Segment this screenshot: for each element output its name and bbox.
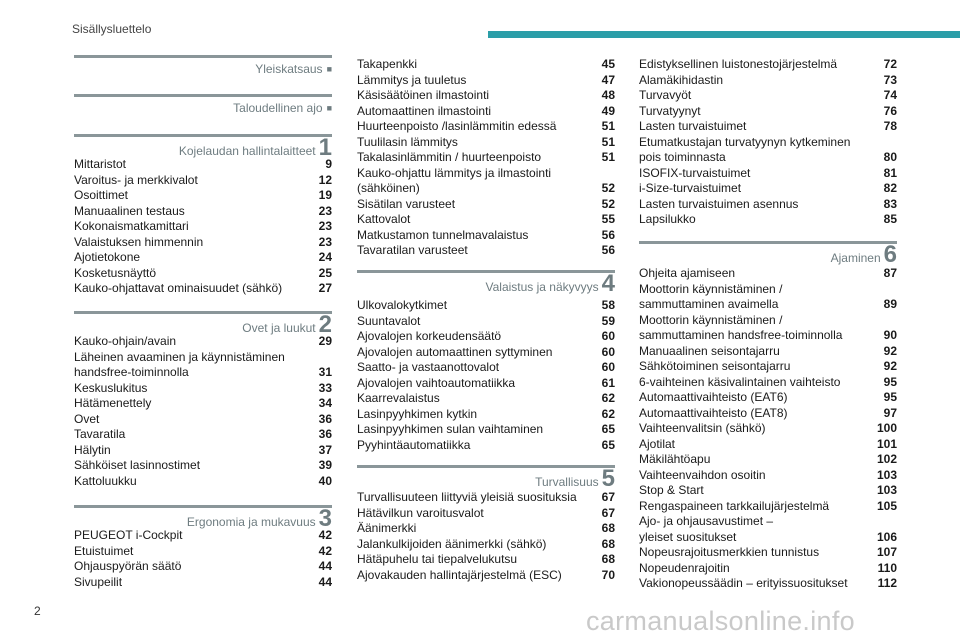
toc-entry-page: 44 <box>318 559 332 573</box>
toc-entry-title: Hätävilkun varoitusvalot <box>357 505 484 520</box>
toc-entry-title: Alamäkihidastin <box>639 72 724 87</box>
toc-entry-page: 110 <box>877 560 897 575</box>
toc-entry[interactable] <box>357 568 615 584</box>
toc-entry-title: Automaattivaihteisto (EAT6) <box>639 390 788 404</box>
section-marker: ■ <box>326 103 332 113</box>
toc-entry[interactable] <box>639 181 897 197</box>
toc-entry-page: 103 <box>876 483 897 497</box>
toc-entry-title: Huurteenpoisto /lasinlämmitin edessä <box>357 119 557 133</box>
toc-entry-page: 25 <box>318 265 332 280</box>
toc-entry-title: Äänimerkki <box>357 521 417 535</box>
toc-entry[interactable] <box>357 407 615 423</box>
toc-entry-page: 65 <box>601 437 615 452</box>
toc-entry[interactable] <box>357 181 615 197</box>
section-heading-5[interactable] <box>357 465 615 492</box>
toc-entry[interactable] <box>639 313 897 329</box>
toc-entry[interactable] <box>639 576 897 592</box>
toc-entry[interactable] <box>639 406 897 422</box>
section-marker: ■ <box>326 64 332 74</box>
toc-entry-title: Manuaalinen testaus <box>74 203 185 218</box>
toc-entry-page: 19 <box>318 188 332 202</box>
toc-entry[interactable] <box>639 297 897 313</box>
toc-entry-title: Käsisäätöinen ilmastointi <box>357 88 490 102</box>
section-number: 4 <box>601 270 615 297</box>
toc-entry-title: Edistyksellinen luistonestojärjestelmä <box>639 57 838 71</box>
toc-entry-title: Takalasinlämmitin / huurteenpoisto <box>357 150 542 164</box>
toc-entries <box>357 490 615 583</box>
toc-entry[interactable] <box>639 468 897 484</box>
toc-entries <box>639 57 897 228</box>
section-heading-2[interactable] <box>74 311 332 338</box>
section-number: 3 <box>318 505 332 532</box>
toc-entry-title: Ajovalojen vaihtoautomatiikka <box>357 375 516 390</box>
toc-entry-page: 49 <box>601 103 615 118</box>
toc-entry[interactable] <box>74 396 332 412</box>
toc-entry-title: Hälytin <box>74 442 111 457</box>
toc-entry[interactable] <box>639 530 897 546</box>
toc-entry-title: Kattoluukku <box>74 473 137 488</box>
toc-entries <box>357 298 615 453</box>
header-accent-bar <box>488 31 960 38</box>
toc-entry[interactable] <box>74 365 332 381</box>
toc-entry-title: Lapsilukko <box>639 212 696 226</box>
toc-entry-title: Ohjeita ajamiseen <box>639 266 736 280</box>
toc-entry[interactable] <box>639 328 897 344</box>
toc-entry-title: Tavaratila <box>74 427 126 441</box>
toc-entry[interactable] <box>74 528 332 544</box>
toc-entry[interactable] <box>74 575 332 591</box>
toc-entry-title: Pyyhintäautomatiikka <box>357 437 471 452</box>
toc-entry-title: pois toiminnasta <box>639 150 726 164</box>
toc-entry-page: 23 <box>318 234 332 249</box>
toc-entry-page: 103 <box>876 467 897 482</box>
toc-entry[interactable] <box>357 57 615 73</box>
toc-entry-page: 67 <box>601 505 615 520</box>
toc-entry[interactable] <box>74 219 332 235</box>
toc-entry-title: Hätämenettely <box>74 396 152 410</box>
toc-entry[interactable] <box>357 88 615 104</box>
toc-entry-page: 39 <box>318 458 332 472</box>
toc-entry-page: 60 <box>601 360 615 374</box>
toc-entry-title: Mäkilähtöapu <box>639 452 711 466</box>
toc-entry[interactable] <box>639 452 897 468</box>
toc-entry[interactable] <box>357 73 615 89</box>
toc-entry-title: Ajotilat <box>639 436 676 451</box>
toc-entry-title: Kosketusnäyttö <box>74 265 157 280</box>
toc-entry-title: Valaistuksen himmennin <box>74 234 204 249</box>
toc-entry-page: 68 <box>601 521 615 535</box>
toc-entry-page: 90 <box>883 328 897 342</box>
toc-entry-title: Ulkovalokytkimet <box>357 298 448 312</box>
toc-entry-title: Lasinpyyhkimen kytkin <box>357 406 478 421</box>
section-title: Yleiskatsaus <box>255 62 323 76</box>
toc-entry-page: 58 <box>601 298 615 312</box>
toc-entry-title: Rengaspaineen tarkkailujärjestelmä <box>639 498 830 513</box>
toc-entry[interactable] <box>357 243 615 259</box>
section-heading-1[interactable] <box>74 134 332 161</box>
toc-entry[interactable] <box>357 376 615 392</box>
toc-entry-page: 76 <box>883 103 897 118</box>
toc-entry-title: Moottorin käynnistäminen / <box>639 312 783 327</box>
toc-entry-page: 92 <box>883 343 897 358</box>
toc-entry-page: 42 <box>318 543 332 558</box>
toc-entry-title: Sivupeilit <box>74 574 123 589</box>
section-number: 5 <box>601 465 615 492</box>
toc-entry-page: 52 <box>601 181 615 195</box>
toc-entry[interactable] <box>639 57 897 73</box>
toc-entry-page: 100 <box>876 421 897 435</box>
toc-entry-page: 89 <box>883 297 897 311</box>
toc-entry-page: 27 <box>318 281 332 295</box>
toc-entry[interactable] <box>357 212 615 228</box>
toc-entry[interactable] <box>639 197 897 213</box>
toc-entry[interactable] <box>639 104 897 120</box>
section-number: 1 <box>318 134 332 161</box>
toc-entries <box>74 157 332 297</box>
toc-entry[interactable] <box>357 104 615 120</box>
toc-entry-title: Manuaalinen seisontajarru <box>639 343 780 358</box>
toc-entry-title: Suuntavalot <box>357 313 421 328</box>
section-title: Turvallisuus <box>535 475 599 489</box>
toc-entry-page: 62 <box>601 406 615 421</box>
toc-entry-title: Tavaratilan varusteet <box>357 243 468 257</box>
toc-entry-page: 23 <box>318 219 332 233</box>
toc-entry[interactable] <box>357 360 615 376</box>
toc-entry-page: 31 <box>318 365 332 379</box>
toc-entry-page: 67 <box>601 490 615 504</box>
toc-entry[interactable] <box>74 334 332 350</box>
toc-entry[interactable] <box>639 88 897 104</box>
toc-entry[interactable] <box>639 344 897 360</box>
toc-entry-title: Kauko-ohjain/avain <box>74 334 177 348</box>
section-number: 2 <box>318 311 332 338</box>
section-title: Ajaminen <box>830 251 881 265</box>
toc-entry[interactable] <box>357 490 615 506</box>
toc-entry[interactable] <box>357 438 615 454</box>
toc-entry-page: 101 <box>876 436 897 451</box>
toc-entry-page: 33 <box>318 380 332 395</box>
toc-entry-page: 51 <box>601 134 615 149</box>
section-number: 6 <box>883 241 897 268</box>
toc-entry-title: Takapenkki <box>357 57 418 71</box>
toc-entry[interactable] <box>357 314 615 330</box>
toc-entry-title: Kokonaismatkamittari <box>74 219 189 233</box>
toc-entry-title: Lasten turvaistuimen asennus <box>639 196 799 211</box>
toc-entry-title: Ajovakauden hallintajärjestelmä (ESC) <box>357 567 562 582</box>
toc-entry[interactable] <box>357 298 615 314</box>
toc-entry-page: 65 <box>601 422 615 436</box>
toc-entry[interactable] <box>639 499 897 515</box>
toc-entry[interactable] <box>357 345 615 361</box>
toc-entry[interactable] <box>74 381 332 397</box>
toc-entry[interactable] <box>357 228 615 244</box>
toc-entry-title: Vaihteenvaihdon osoitin <box>639 467 766 482</box>
toc-entry-page: 52 <box>601 196 615 211</box>
toc-entry-title: Sähkötoiminen seisontajarru <box>639 359 791 373</box>
toc-entry[interactable] <box>639 135 897 151</box>
toc-entry-title: Keskuslukitus <box>74 380 148 395</box>
toc-entry-title: Lasten turvaistuimet <box>639 119 747 133</box>
toc-entry[interactable] <box>357 391 615 407</box>
toc-entry-title: i-Size-turvaistuimet <box>639 181 742 195</box>
toc-entry-page: 36 <box>318 427 332 441</box>
toc-entry-title: Automaattinen ilmastointi <box>357 103 492 118</box>
toc-entry-page: 68 <box>601 536 615 551</box>
toc-entry[interactable] <box>639 437 897 453</box>
toc-entry-page: 102 <box>876 452 897 466</box>
toc-entry-page: 12 <box>318 172 332 187</box>
section-title: Taloudellinen ajo <box>233 101 323 115</box>
toc-entry[interactable] <box>74 458 332 474</box>
toc-entry-page: 87 <box>883 266 897 280</box>
toc-entry-title: (sähköinen) <box>357 181 420 195</box>
section-heading-6[interactable] <box>639 241 897 268</box>
toc-entry[interactable] <box>74 173 332 189</box>
toc-entry-title: Sähköiset lasinnostimet <box>74 458 201 472</box>
toc-entry-page: 23 <box>318 203 332 218</box>
toc-entries <box>74 528 332 590</box>
toc-entry-title: Etuistuimet <box>74 543 134 558</box>
toc-entry-title: Turvavyöt <box>639 88 692 102</box>
toc-entry-page: 62 <box>601 391 615 405</box>
toc-entry-title: Ovet <box>74 411 100 426</box>
toc-entry-page: 73 <box>883 72 897 87</box>
toc-entry[interactable] <box>74 544 332 560</box>
toc-entry-title: Vaihteenvalitsin (sähkö) <box>639 421 766 435</box>
toc-entry-page: 107 <box>876 545 897 559</box>
toc-entry[interactable] <box>357 521 615 537</box>
toc-entry-page: 82 <box>883 181 897 195</box>
toc-entry[interactable] <box>639 561 897 577</box>
toc-entry[interactable] <box>357 329 615 345</box>
toc-entry[interactable] <box>639 282 897 298</box>
toc-entry-page: 68 <box>601 552 615 566</box>
toc-entry-title: Turvallisuuteen liittyviä yleisiä suosituksia <box>357 490 577 504</box>
toc-entry-title: Lasinpyyhkimen sulan vaihtaminen <box>357 422 544 436</box>
toc-entry-page: 112 <box>877 576 897 590</box>
toc-entry-page: 61 <box>601 375 615 390</box>
toc-entry[interactable] <box>357 552 615 568</box>
section-title: Kojelaudan hallintalaitteet <box>178 144 316 158</box>
toc-entry-page: 45 <box>601 57 615 71</box>
toc-entry-page: 70 <box>601 567 615 582</box>
toc-entry-page: 37 <box>318 442 332 457</box>
toc-entry-title: Hätäpuhelu tai tiepalvelukutsu <box>357 552 518 566</box>
toc-entry[interactable] <box>639 375 897 391</box>
toc-entry[interactable] <box>74 250 332 266</box>
toc-entry[interactable] <box>74 204 332 220</box>
toc-entry-title: Ajovalojen korkeudensäätö <box>357 329 502 343</box>
toc-entry[interactable] <box>357 537 615 553</box>
toc-entry[interactable] <box>74 474 332 490</box>
toc-entry-title: Nopeudenrajoitin <box>639 560 730 575</box>
toc-entry[interactable] <box>74 188 332 204</box>
toc-entry-title: Lämmitys ja tuuletus <box>357 72 467 87</box>
toc-entry-title: Vakionopeussäädin – erityissuositukset <box>639 576 848 590</box>
toc-entry-title: PEUGEOT i-Cockpit <box>74 528 183 542</box>
section-title: Valaistus ja näkyvyys <box>485 280 599 294</box>
toc-entry-page: 95 <box>883 374 897 389</box>
toc-entry-page: 60 <box>601 329 615 343</box>
toc-entry-title: 6-vaihteinen käsivalintainen vaihteisto <box>639 374 841 389</box>
toc-entry[interactable] <box>74 350 332 366</box>
toc-entry-title: Ajotietokone <box>74 250 141 264</box>
toc-entries <box>639 266 897 592</box>
toc-entry-title: sammuttaminen avaimella <box>639 297 779 311</box>
toc-entry[interactable] <box>74 412 332 428</box>
toc-entry[interactable] <box>357 506 615 522</box>
toc-entry-title: ISOFIX-turvaistuimet <box>639 165 751 180</box>
toc-entry-page: 95 <box>883 390 897 404</box>
toc-entry-title: Ajo- ja ohjausavustimet – <box>639 514 774 528</box>
toc-entry[interactable] <box>639 73 897 89</box>
toc-entry-page: 92 <box>883 359 897 373</box>
toc-entry[interactable] <box>357 197 615 213</box>
toc-entry-page: 42 <box>318 528 332 542</box>
toc-entry-page: 36 <box>318 411 332 426</box>
toc-entry-page: 74 <box>883 88 897 102</box>
toc-entry-title: Matkustamon tunnelmavalaistus <box>357 227 529 242</box>
toc-entry-title: Turvatyynyt <box>639 103 701 118</box>
toc-entry[interactable] <box>74 559 332 575</box>
toc-entry[interactable] <box>74 157 332 173</box>
toc-entry-title: Stop & Start <box>639 483 704 497</box>
section-heading-yleiskatsaus[interactable] <box>74 55 332 77</box>
toc-entry-title: Saatto- ja vastaanottovalot <box>357 360 500 374</box>
toc-entry-title: Nopeusrajoitusmerkkien tunnistus <box>639 545 820 559</box>
toc-entry-page: 44 <box>318 574 332 589</box>
toc-entry-page: 9 <box>325 157 332 171</box>
toc-entry-page: 47 <box>601 72 615 87</box>
toc-entry[interactable] <box>639 545 897 561</box>
section-heading-taloudellinen-ajo[interactable] <box>74 94 332 116</box>
toc-entry-title: Osoittimet <box>74 188 129 202</box>
toc-entry-page: 55 <box>601 212 615 226</box>
toc-entry-page: 29 <box>318 334 332 348</box>
toc-entry-title: Tuulilasin lämmitys <box>357 134 458 149</box>
toc-entry-title: Kattovalot <box>357 212 411 226</box>
toc-entry-page: 40 <box>318 473 332 488</box>
toc-entries <box>74 334 332 489</box>
toc-entry[interactable] <box>357 166 615 182</box>
toc-entry[interactable] <box>639 166 897 182</box>
toc-entry-page: 51 <box>601 119 615 133</box>
toc-entry[interactable] <box>357 422 615 438</box>
toc-entry[interactable] <box>639 514 897 530</box>
toc-entry-page: 80 <box>883 150 897 164</box>
section-heading-4[interactable] <box>357 270 615 297</box>
toc-entry-page: 56 <box>601 243 615 257</box>
toc-entry-title: Varoitus- ja merkkivalot <box>74 172 198 187</box>
toc-entry-title: Kauko-ohjattavat ominaisuudet (sähkö) <box>74 281 283 295</box>
toc-entry-title: Mittaristot <box>74 157 127 171</box>
toc-entry-page: 85 <box>883 212 897 226</box>
toc-entry[interactable] <box>639 359 897 375</box>
toc-entry-page: 51 <box>601 150 615 164</box>
toc-entry-page: 81 <box>883 165 897 180</box>
toc-entry-title: Ohjauspyörän säätö <box>74 559 182 573</box>
toc-entry[interactable] <box>639 421 897 437</box>
toc-entry[interactable] <box>639 483 897 499</box>
toc-entry[interactable] <box>74 281 332 297</box>
section-heading-3[interactable] <box>74 505 332 532</box>
toc-entry-page: 59 <box>601 313 615 328</box>
toc-entry-page: 60 <box>601 344 615 359</box>
toc-entry-page: 83 <box>883 196 897 211</box>
toc-entry-title: Kaarrevalaistus <box>357 391 440 405</box>
toc-entry-page: 97 <box>883 405 897 420</box>
toc-entry-page: 78 <box>883 119 897 133</box>
page-header-title: Sisällysluettelo <box>72 22 152 36</box>
toc-entry-title: handsfree-toiminnolla <box>74 365 189 379</box>
toc-entry[interactable] <box>74 235 332 251</box>
toc-entry[interactable] <box>639 119 897 135</box>
toc-entry-page: 72 <box>883 57 897 71</box>
toc-entry-page: 34 <box>318 396 332 410</box>
toc-entry[interactable] <box>357 135 615 151</box>
toc-entry-page: 48 <box>601 88 615 102</box>
toc-entry-title: Jalankulkijoiden äänimerkki (sähkö) <box>357 536 547 551</box>
section-title: Ergonomia ja mukavuus <box>186 515 316 529</box>
toc-entry-title: Moottorin käynnistäminen / <box>639 281 783 296</box>
toc-entry-title: Läheinen avaaminen ja käynnistäminen <box>74 349 285 364</box>
toc-entries <box>357 57 615 259</box>
toc-entry-title: Kauko-ohjattu lämmitys ja ilmastointi <box>357 165 552 180</box>
toc-entry-page: 106 <box>876 529 897 544</box>
toc-entry-title: Etumatkustajan turvatyynyn kytkeminen <box>639 134 851 149</box>
toc-entry[interactable] <box>357 119 615 135</box>
toc-entry[interactable] <box>74 443 332 459</box>
watermark: carmanualsonline.info <box>586 606 855 636</box>
toc-entry[interactable] <box>357 150 615 166</box>
page-number: 2 <box>34 604 41 618</box>
toc-entry-title: Ajovalojen automaattinen syttyminen <box>357 344 553 359</box>
toc-entry[interactable] <box>639 390 897 406</box>
toc-entry[interactable] <box>74 427 332 443</box>
toc-entry-page: 105 <box>876 498 897 513</box>
toc-entry[interactable] <box>639 150 897 166</box>
toc-entry-title: sammuttaminen handsfree-toiminnolla <box>639 328 843 342</box>
toc-entry-title: Sisätilan varusteet <box>357 196 456 211</box>
toc-entry[interactable] <box>639 266 897 282</box>
toc-entry[interactable] <box>74 266 332 282</box>
toc-entry-title: yleiset suositukset <box>639 529 737 544</box>
section-title: Ovet ja luukut <box>242 321 316 335</box>
toc-entry[interactable] <box>639 212 897 228</box>
toc-entry-page: 56 <box>601 227 615 242</box>
toc-entry-page: 24 <box>318 250 332 264</box>
toc-entry-title: Automaattivaihteisto (EAT8) <box>639 405 788 420</box>
